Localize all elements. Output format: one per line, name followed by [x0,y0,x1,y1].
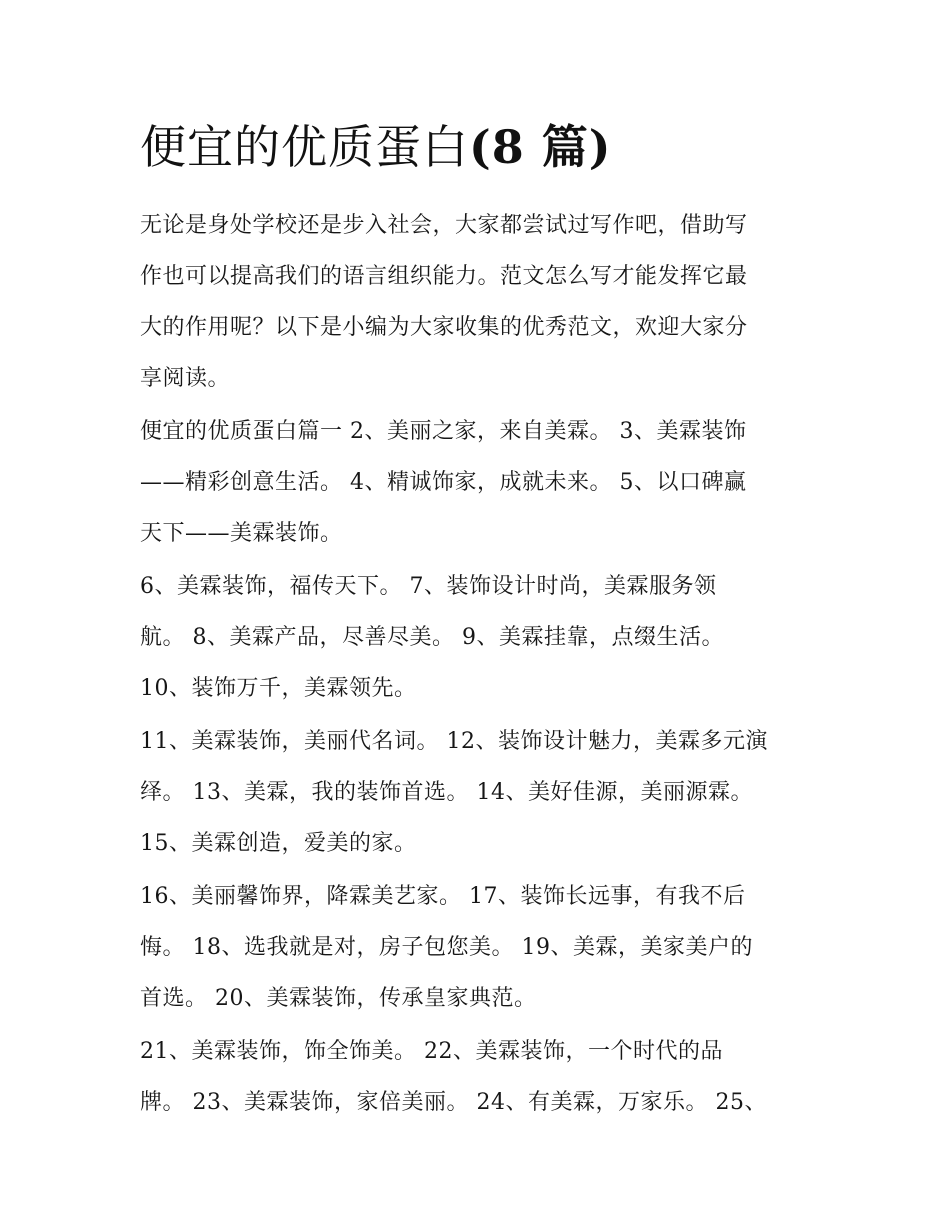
slogan-paragraph [140,1026,820,1128]
text-line: 10、装饰万千，美霖领先。 [140,676,417,701]
document-title-main: 便宜的优质蛋白 [140,120,469,174]
document-title [140,112,820,182]
text-line: 便宜的优质蛋白篇一 2、美丽之家，来自美霖。 3、美霖装饰 [140,419,747,444]
text-line: 15、美霖创造，爱美的家。 [140,831,417,856]
text-line: 享阅读。 [140,366,231,391]
text-line: 首选。 20、美霖装饰，传承皇家典范。 [140,986,537,1011]
text-line: 航。 8、美霖产品，尽善尽美。 9、美霖挂靠，点缀生活。 [140,625,724,650]
text-line: 16、美丽馨饰界，降霖美艺家。 17、装饰长远事，有我不后 [140,884,746,909]
slogan-paragraph [140,871,820,1024]
text-line: 21、美霖装饰，饰全饰美。 22、美霖装饰，一个时代的品 [140,1039,723,1064]
slogan-paragraph [140,406,820,559]
document-title-count: (8 篇) [469,120,612,174]
slogan-paragraph [140,561,820,714]
slogan-paragraph [140,716,820,869]
text-line: 绎。 13、美霖，我的装饰首选。 14、美好佳源，美丽源霖。 [140,780,753,805]
text-line: 无论是身处学校还是步入社会，大家都尝试过写作吧，借助写 [140,213,748,238]
text-line: 牌。 23、美霖装饰，家倍美丽。 24、有美霖，万家乐。 25、 [140,1090,767,1115]
text-line: 悔。 18、选我就是对，房子包您美。 19、美霖，美家美户的 [140,935,753,960]
document-body [140,200,820,1128]
text-line: 6、美霖装饰，福传天下。 7、装饰设计时尚，美霖服务领 [140,574,717,599]
text-line: 大的作用呢？以下是小编为大家收集的优秀范文，欢迎大家分 [140,315,748,340]
text-line: 作也可以提高我们的语言组织能力。范文怎么写才能发挥它最 [140,264,748,289]
text-line: 天下——美霖装饰。 [140,521,343,546]
text-line: ——精彩创意生活。 4、精诚饰家，成就未来。 5、以口碑赢 [140,470,747,495]
document-page [140,112,820,1130]
intro-paragraph [140,200,820,404]
text-line: 11、美霖装饰，美丽代名词。 12、装饰设计魅力，美霖多元演 [140,729,768,754]
